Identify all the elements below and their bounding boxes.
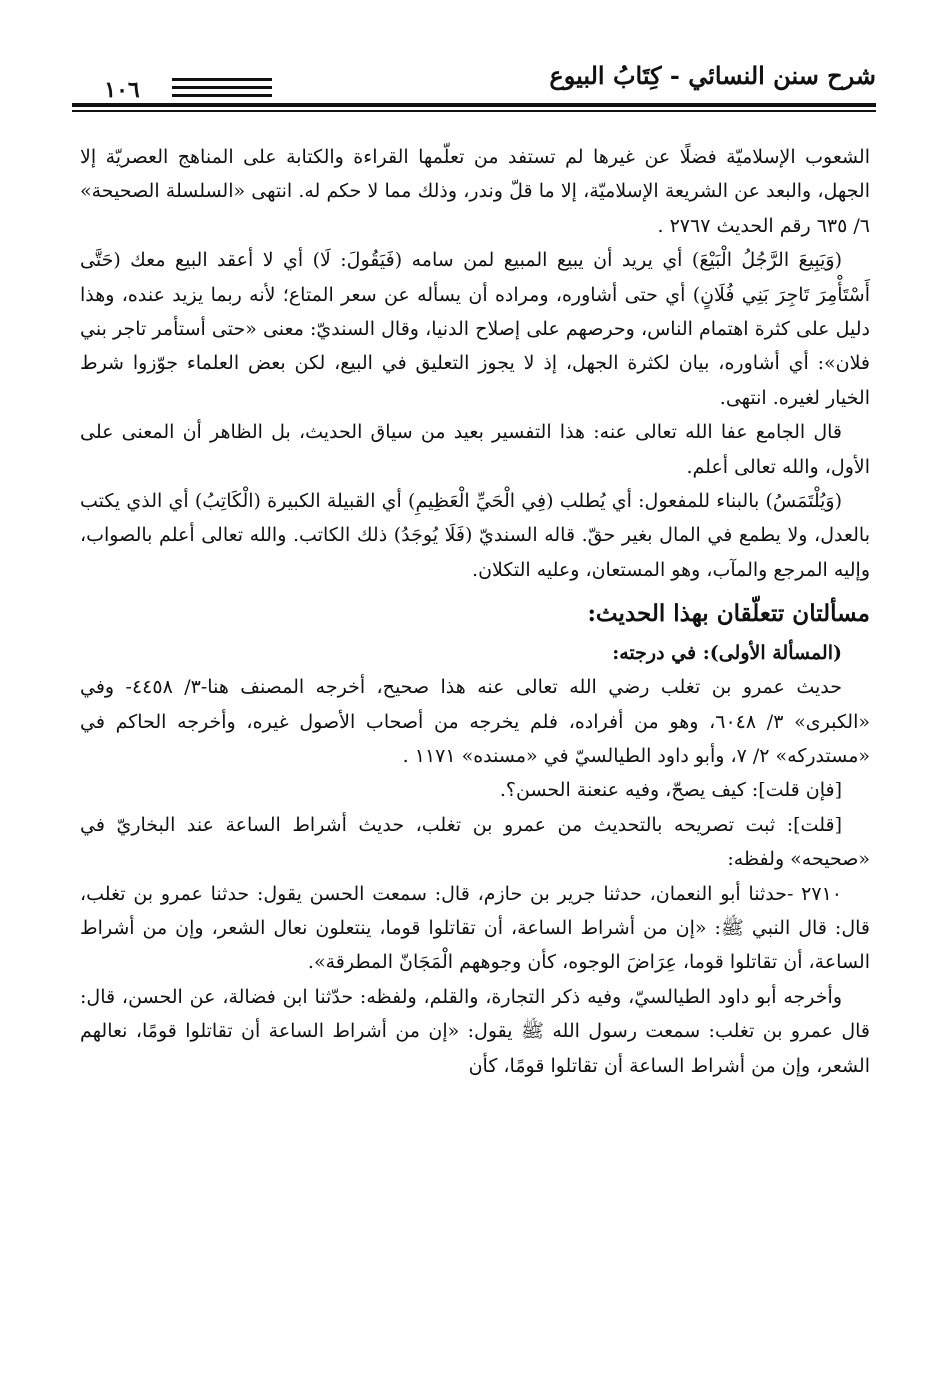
paragraph: وأخرجه أبو داود الطيالسيّ، وفيه ذكر التجارة، والقلم، ولفظه: حدّثنا ابن فضالة، عن الحسن، قال: قال عمرو بن تغلب: سمعت رسول الله ﷺ يقول: «إن من أشراط الساعة أن تقاتلوا قومًا، نعالهم الشعر، وإن من أشراط الساعة أن تقاتلوا قومًا، كأن — [80, 985, 870, 1077]
paragraph: (وَيَبِيعَ الرَّجُلُ الْبَيْعَ) أي يريد أن يبيع المبيع لمن سامه (فَيَقُولَ: لَا) أي لا أعقد البيع معك (حَتَّى أَسْتَأْمِرَ تَاجِرَ بَنِي فُلَانٍ) أي حتى أشاوره، ومراده أن يسأله عن سعر المتاع؛ لأنه ربما يزيد عنده، وهذا دليل على كثرة اهتمام الناس، وحرصهم على إصلاح الدنيا، وقال السنديّ: معنى «حتى أستأمر تاجر بني فلان»: أي أشاوره، بيان لكثرة الجهل، إذ لا يجوز التعليق في البيع، لكن بعض العلماء جوّزوا شرط الخيار لغيره. انتهى. — [80, 249, 870, 409]
paragraph: [فإن قلت]: كيف يصحّ، وفيه عنعنة الحسن؟. — [499, 779, 842, 802]
page-number: ١٠٦ — [72, 76, 172, 104]
paragraph: [قلت]: ثبت تصريحه بالتحديث من عمرو بن تغلب، حديث أشراط الساعة عند البخاريّ في «صحيحه» ولفظه: — [80, 813, 870, 871]
paragraph: قال الجامع عفا الله تعالى عنه: هذا التفسير بعيد من سياق الحديث، بل الظاهر أن المعنى على الأول، والله تعالى أعلم. — [80, 421, 870, 478]
header-rule-thin — [72, 110, 876, 112]
paragraph: ٢٧١٠ -حدثنا أبو النعمان، حدثنا جرير بن حازم، قال: سمعت الحسن يقول: حدثنا عمرو بن تغلب، قال: قال النبي ﷺ: «إن من أشراط الساعة، أن تقاتلوا قوما، ينتعلون نعال الشعر، وإن من أشراط الساعة، أن تقاتلوا قوما، عِرَاضَ الوجوه، كأن وجوههم الْمَجَانّ المطرقة». — [80, 882, 870, 974]
page-header — [72, 58, 876, 118]
section-heading: مسألتان تتعلّقان بهذا الحديث: — [587, 600, 870, 628]
paragraph: (وَيُلْتَمَسُ) بالبناء للمفعول: أي يُطلب (فِي الْحَيِّ الْعَظِيمِ) أي القبيلة الكبيرة (الْكَاتِبُ) أي الذي يكتب بالعدل، ولا يطمع في المال بغير حقّ. قاله السنديّ (فَلَا يُوجَدُ) ذلك الكاتب. والله تعالى أعلم بالصواب، وإليه المرجع والمآب، وهو المستعان، وعليه التكلان. — [80, 490, 870, 581]
header-rule — [72, 103, 876, 107]
paragraph: الشعوب الإسلاميّة فضلًا عن غيرها لم تستفد من تعلّمها القراءة والكتابة على المناهج العصريّة إلا الجهل، والبعد عن الشريعة الإسلاميّة، إلا ما قلّ وندر، وذلك مما لا حكم له. انتهى «السلسلة الصحيحة» ٦/ ٦٣٥ رقم الحديث ٢٧٦٧ . — [80, 146, 870, 237]
paragraph: حديث عمرو بن تغلب رضي الله تعالى عنه هذا صحيح، أخرجه المصنف هنا-٣/ ٤٤٥٨- وفي «الكبرى» ٣/ ٦٠٤٨، وهو من أفراده، فلم يخرجه من أصحاب الأصول غيره، وأخرجه الحاكم في «مستدركه» ٢/ ٧، وأبو داود الطيالسيّ في «مسنده» ١١٧١ . — [80, 676, 870, 767]
body-text — [80, 140, 870, 1083]
subsection-heading: (المسألة الأولى): في درجته: — [612, 641, 842, 664]
running-title: شرح سنن النسائي - كِتَابُ البيوع — [549, 61, 876, 90]
header-ornament-bars — [162, 78, 272, 100]
